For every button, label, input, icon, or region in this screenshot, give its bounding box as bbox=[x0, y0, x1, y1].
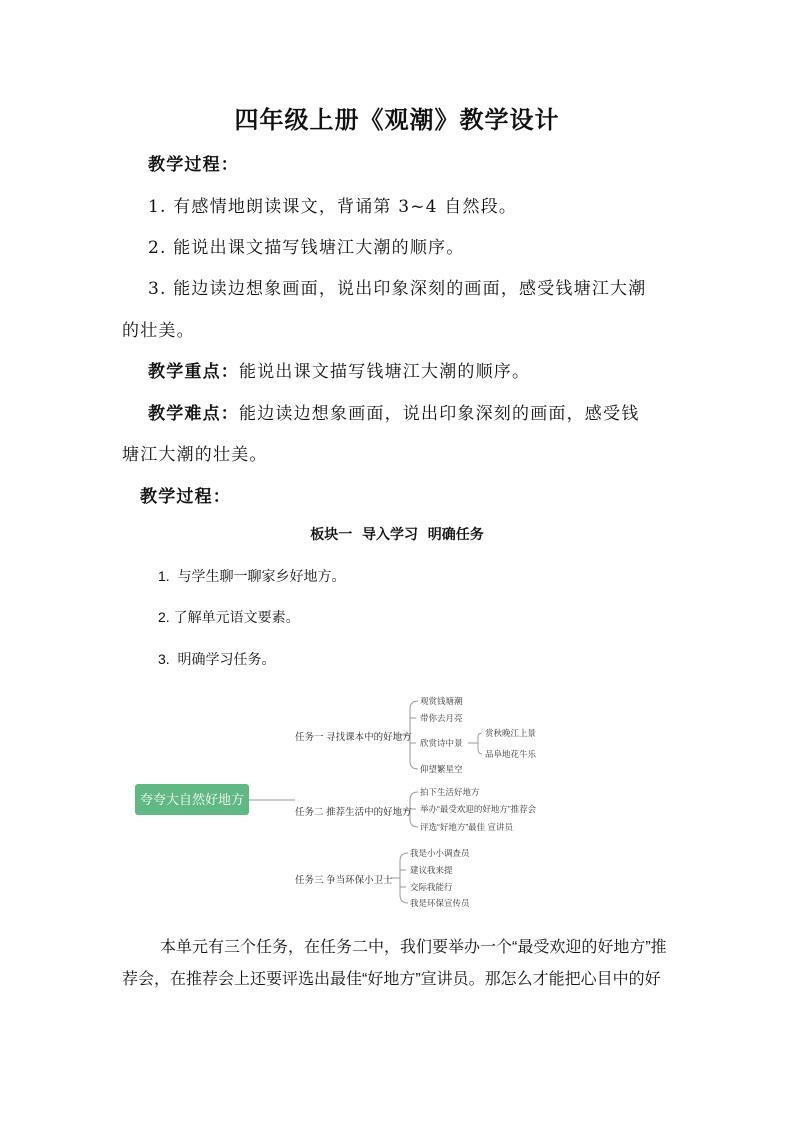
task-2-child: 拍下生活好地方 bbox=[420, 787, 480, 797]
difficulty-text: 能边读边想象画面，说出印象深刻的画面，感受钱 bbox=[239, 404, 640, 424]
goal-2: 2. 能说出课文描写钱塘江大潮的顺序。 bbox=[148, 238, 465, 258]
task-mindmap bbox=[130, 688, 570, 910]
task-3-child: 我是小小调查员 bbox=[410, 848, 470, 858]
key-point bbox=[148, 357, 530, 382]
task-3-child: 交际我能行 bbox=[410, 882, 453, 892]
teaching-process-heading-2: 教学过程： bbox=[140, 487, 231, 507]
task-2-node: 任务二 推荐生活中的好地方 bbox=[295, 807, 412, 818]
task-1-grandchild: 赏秋晚江上景 bbox=[485, 728, 537, 738]
block-title: 板块一 导入学习 明确任务 bbox=[310, 527, 484, 543]
difficulty-label: 教学难点： bbox=[148, 404, 239, 424]
task-3-child: 我是环保宣传员 bbox=[410, 898, 470, 908]
goal-1: 1. 有感情地朗读课文，背诵第 3~4 自然段。 bbox=[148, 197, 518, 217]
task-2-child: 举办“最受欢迎的好地方”推荐会 bbox=[420, 804, 537, 814]
teaching-process-heading: 教学过程： bbox=[148, 155, 239, 175]
task-3-node: 任务三 争当环保小卫士 bbox=[295, 875, 393, 886]
difficulty-continued: 塘江大潮的壮美。 bbox=[122, 445, 268, 465]
step-2: 2. 了解单元语文要素。 bbox=[158, 609, 300, 625]
key-point-label: 教学重点： bbox=[148, 362, 239, 382]
document-title: 四年级上册《观潮》教学设计 bbox=[234, 105, 560, 134]
mindmap-root: 夸夸大自然好地方 bbox=[135, 784, 249, 815]
task-1-child: 仰望繁星空 bbox=[420, 764, 463, 774]
task-1-child: 欣赏诗中景 bbox=[420, 738, 463, 748]
task-1-child: 带你去月亮 bbox=[420, 713, 463, 723]
task-1-grandchild: 品阜地花牛乐 bbox=[485, 749, 537, 759]
task-1-child: 观赏钱塘潮 bbox=[420, 696, 463, 706]
step-3: 3. 明确学习任务。 bbox=[158, 651, 276, 667]
paragraph-line-2: 荐会，在推荐会上还要评选出最佳“好地方”宣讲员。那怎么才能把心目中的好 bbox=[122, 971, 661, 988]
key-point-text: 能说出课文描写钱塘江大潮的顺序。 bbox=[239, 362, 531, 382]
difficulty bbox=[148, 399, 639, 424]
step-1: 1. 与学生聊一聊家乡好地方。 bbox=[158, 568, 346, 584]
task-2-child: 评选“好地方”最佳 宣讲员 bbox=[420, 822, 514, 832]
task-3-child: 建议我来提 bbox=[410, 865, 453, 875]
goal-3-continued: 的壮美。 bbox=[122, 321, 195, 341]
task-1-node: 任务一 寻找课本中的好地方 bbox=[295, 732, 412, 743]
paragraph-line-1: 本单元有三个任务，在任务二中，我们要举办一个“最受欢迎的好地方”推 bbox=[160, 939, 667, 956]
goal-3: 3. 能边读边想象画面，说出印象深刻的画面，感受钱塘江大潮 bbox=[148, 279, 647, 299]
